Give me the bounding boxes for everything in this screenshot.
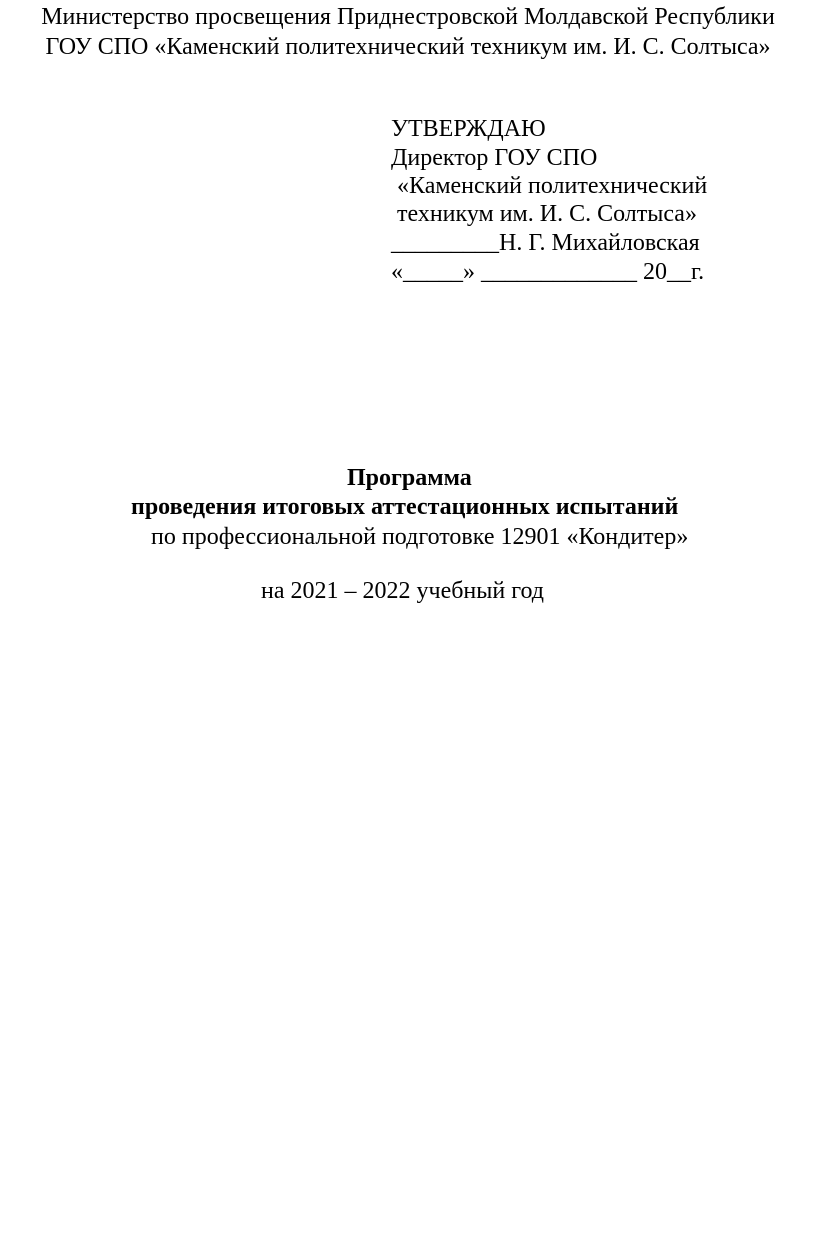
approval-org-line2: техникум им. И. С. Солтыса» [391, 201, 697, 227]
academic-year: на 2021 – 2022 учебный год [261, 578, 545, 604]
institution-heading: ГОУ СПО «Каменский политехнический техникум им. И. С. Солтыса» [45, 34, 771, 60]
program-qualification: по профессиональной подготовке 12901 «Кондитер» [151, 524, 689, 550]
approval-date-line: «_____» _____________ 20__г. [391, 259, 705, 285]
program-title: Программа [347, 465, 472, 491]
ministry-heading: Министерство просвещения Приднестровской Молдавской Республики [41, 4, 775, 30]
approval-position: Директор ГОУ СПО [391, 145, 598, 171]
approval-signature-line: _________Н. Г. Михайловская [391, 230, 700, 256]
approval-stamp: УТВЕРЖДАЮ [391, 116, 546, 142]
program-subtitle: проведения итоговых аттестационных испытаний [131, 494, 679, 520]
approval-org-line1: «Каменский политехнический [391, 173, 708, 199]
